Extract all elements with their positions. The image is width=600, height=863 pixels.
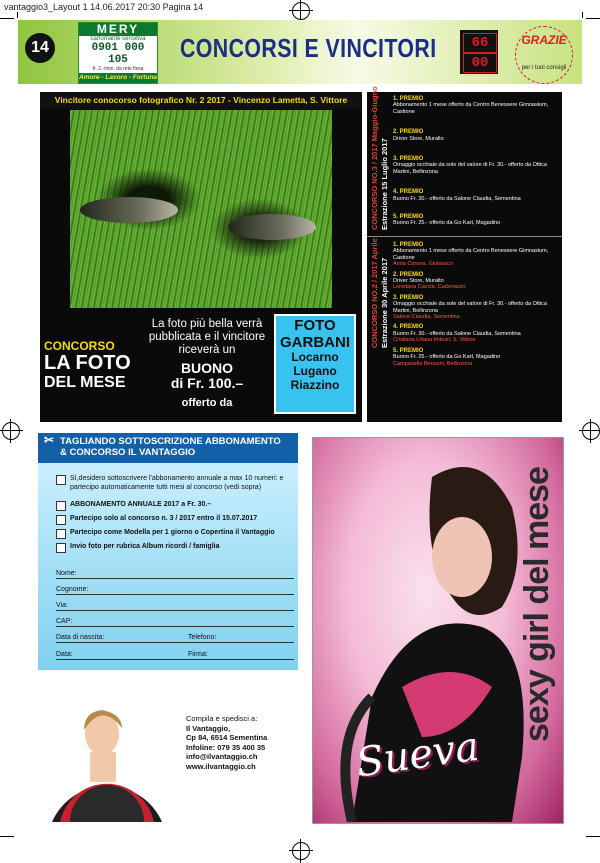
prize-title: 4. PREMIO — [393, 324, 424, 331]
field-nome-label: Nome: — [56, 570, 77, 577]
contact-block — [186, 714, 267, 771]
prize-desc: Buono Fr. 25.- offerto da Go Kart, Magadino — [393, 220, 501, 227]
registration-mark — [292, 842, 310, 860]
form-header — [38, 433, 298, 463]
prize-title: 5. PREMIO — [393, 347, 424, 354]
grazie-sub: per i tuoi consigli — [521, 65, 567, 71]
prize-title: 2. PREMIO — [393, 129, 424, 136]
logo-66 — [460, 30, 498, 74]
prize-desc: Driver Store, Muralto — [393, 135, 444, 142]
prizes-divider — [367, 236, 562, 237]
logo-66-bottom: 00 — [463, 53, 497, 73]
prize-winner: Cristiana Liliana Imbuzi, S. Vittore — [393, 337, 476, 344]
crop-mark — [0, 18, 14, 19]
option-label: ABBONAMENTO ANNUALE 2017 a Fr. 30.– — [70, 501, 212, 508]
prize-item — [393, 242, 558, 268]
foto-garbani-sponsor — [274, 314, 356, 414]
prize-item — [393, 295, 558, 321]
field-telefono-label: Telefono: — [188, 634, 217, 641]
prize-title: 5. PREMIO — [393, 214, 424, 221]
prize-item — [393, 214, 558, 227]
registration-mark — [292, 2, 310, 20]
grazie-logo — [515, 26, 573, 84]
field-cognome-line[interactable] — [56, 594, 294, 595]
field-via-line[interactable] — [56, 610, 294, 611]
option-label: Sì,desidero sottoscrivere l'abbonamento annuale a max 10 numeri: e partecipo automaticamente tutti mesi al concorso (vedi sopra) — [70, 475, 284, 491]
option-label: Partecipo come Modella per 1 giorno o Copertina il Vantaggio — [70, 529, 275, 536]
crop-mark — [586, 836, 600, 837]
prize-item — [393, 156, 558, 175]
grazie-text: GRAZIE — [521, 33, 567, 47]
prize-winner: Loredana Caccia, Cadenazzo — [393, 284, 466, 291]
field-nascita-label: Data di nascita: — [56, 634, 105, 641]
field-firma-label: Firma: — [188, 651, 208, 658]
prize-item — [393, 348, 558, 367]
crop-mark — [0, 836, 14, 837]
buono-amount — [146, 361, 268, 391]
page-number: 14 — [25, 33, 55, 63]
field-cognome-label: Cognome: — [56, 586, 89, 593]
field-via-label: Via: — [56, 602, 68, 609]
option-label: Invio foto per rubrica Album ricordi / famiglia — [70, 543, 220, 550]
mery-sub: cartomante sensitiva — [90, 36, 146, 42]
checkbox[interactable] — [56, 501, 66, 511]
contest-promo: La foto più bella verrà pubblicata e il vincitore riceverà un — [148, 318, 266, 356]
concorso-label: CONCORSO — [44, 339, 115, 353]
crop-mark — [582, 12, 583, 18]
option-label: Partecipo solo al concorso n. 3 / 2017 entro il 15.07.2017 — [70, 515, 258, 522]
contact-web[interactable]: www.ilvantaggio.ch — [186, 761, 256, 771]
page-title: CONCORSI E VINCITORI — [180, 33, 437, 63]
prize-title: 3. PREMIO — [393, 156, 424, 163]
option-contest-only[interactable] — [56, 514, 294, 524]
checkbox[interactable] — [56, 475, 66, 485]
amount-label: di Fr. 100.– — [170, 375, 244, 391]
prize-item — [393, 272, 558, 291]
prize-winner: Campanella Benzoni, Bellinzona — [393, 360, 473, 367]
sponsor-foto: FOTO — [294, 317, 336, 334]
la-foto-line: LA FOTO — [44, 352, 131, 374]
prize-title: 3. PREMIO — [393, 294, 424, 301]
prize-winner: Anna Corona, Giubiasco — [393, 261, 453, 268]
girl-name: Sueva — [353, 723, 482, 787]
city-locarno: Locarno — [291, 350, 339, 364]
field-data-line[interactable] — [56, 659, 294, 660]
duck-right — [228, 214, 316, 240]
mery-ad — [78, 22, 158, 84]
concorso-3-label: CONCORSO NO.3 / 2017 Maggio-Giugno — [370, 86, 379, 230]
prize-winner: Salone Claudia, Sementina — [393, 314, 460, 321]
duck-left — [80, 197, 178, 223]
prize-list-2 — [393, 242, 558, 371]
logo-66-top: 66 — [463, 33, 497, 53]
checkbox[interactable] — [56, 543, 66, 553]
contact-name: Il Vantaggio, — [186, 723, 231, 733]
contact-intro: Compila e spedisci a: — [186, 714, 258, 723]
option-photo[interactable] — [56, 542, 294, 552]
field-nascita-line[interactable] — [56, 642, 294, 643]
field-cap-line[interactable] — [56, 626, 294, 627]
field-cap-label: CAP: — [56, 618, 73, 625]
lady-with-fan-photo — [42, 700, 172, 822]
checkbox[interactable] — [56, 529, 66, 539]
buono-label: BUONO — [180, 360, 234, 376]
prize-desc: Omaggio occhiale da sole del valore di Fr. 30.- offerto da Ottica Martini, Bellinzona — [393, 301, 547, 314]
mery-rate: fr. 2.-/min. da rete fissa — [92, 66, 144, 72]
mery-name: MERY — [79, 23, 157, 36]
prize-title: 1. PREMIO — [393, 242, 424, 248]
prize-title: 1. PREMIO — [393, 96, 424, 102]
option-subscribe[interactable] — [56, 474, 294, 496]
field-nome-line[interactable] — [56, 578, 294, 579]
mery-phone: 0901 000 105 — [91, 42, 145, 66]
prize-desc: Abbonamento 1 mese offerto da Centro Benessere Gimnasium, Castione — [393, 248, 549, 261]
registration-mark — [582, 422, 600, 440]
prize-item — [393, 324, 558, 343]
printer-slug: vantaggio3_Layout 1 14.06.2017 20:30 Pagina 14 — [4, 2, 204, 12]
prize-list-3 — [393, 96, 558, 231]
del-mese-line: DEL MESE — [44, 374, 126, 391]
field-data-label: Data: — [56, 651, 73, 658]
prize-desc: Buono Fr. 25.- offerto da Go Kart, Magadino — [393, 354, 501, 361]
contact-infoline: Infoline: 079 35 400 35 — [186, 742, 266, 752]
mery-tagline: Amore - Lavoro - Fortuna — [79, 74, 158, 81]
la-foto-title — [44, 354, 131, 392]
prize-desc: Buono Fr. 30.- offerto da Salone Claudia, Sementina — [393, 330, 521, 337]
sponsor-garbani: GARBANI — [280, 334, 350, 351]
option-model[interactable] — [56, 528, 294, 538]
prize-title: 4. PREMIO — [393, 189, 424, 196]
sexy-girl-title: sexy girl del mese — [518, 467, 556, 742]
registration-mark — [2, 422, 20, 440]
prize-item — [393, 189, 558, 202]
winner-bar: Vincitore conocorso fotografico Nr. 2 2017 - Vincenzo Lametta, S. Vittore — [40, 92, 362, 109]
prize-title: 2. PREMIO — [393, 271, 424, 278]
crop-mark — [17, 12, 18, 18]
prize-desc: Omaggio occhiale da sole del valore di Fr. 30.- offerto da Ottica Martini, Bellinzona — [393, 162, 547, 175]
prize-item — [393, 96, 558, 115]
contact-address: Cp 84, 6514 Sementina — [186, 733, 268, 742]
prize-desc: Abbonamento 1 mese offerto da Centro Benessere Gimnasium, Castione — [393, 102, 549, 115]
city-lugano: Lugano — [293, 364, 337, 378]
option-annual[interactable] — [56, 500, 294, 510]
concorso-2-label: CONCORSO NO.2 / 2017 Aprile — [370, 238, 379, 348]
prize-desc: Driver Store, Muralto — [393, 278, 444, 285]
form-head-1: TAGLIANDO SOTTOSCRIZIONE ABBONAMENTO — [60, 436, 281, 447]
prize-desc: Buono Fr. 30.- offerto da Salone Claudia, Sementina — [393, 195, 521, 202]
contact-email[interactable]: info@ilvantaggio.ch — [186, 752, 258, 761]
concorso-2-extraction: Estrazione 30 Aprile 2017 — [380, 257, 389, 348]
prize-item — [393, 129, 558, 142]
concorso-3-extraction: Estrazione 15 Luglio 2017 — [380, 138, 389, 230]
city-riazzino: Riazzino — [290, 378, 340, 392]
form-head-2: & CONCORSO IL VANTAGGIO — [60, 447, 196, 458]
scissors-icon: ✂ — [44, 433, 55, 447]
crop-mark — [586, 18, 600, 19]
offerto-da: offerto da — [181, 397, 233, 409]
checkbox[interactable] — [56, 515, 66, 525]
